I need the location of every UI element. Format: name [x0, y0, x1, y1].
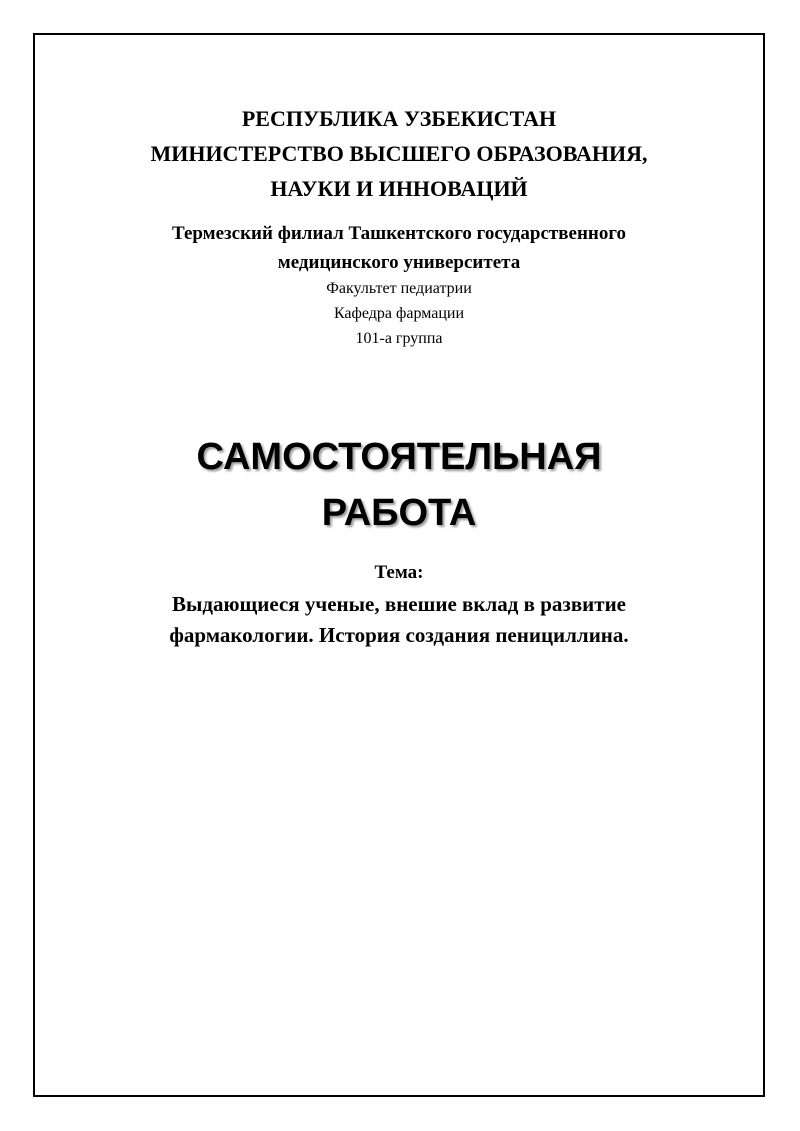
topic-text	[35, 589, 763, 651]
faculty-name: Факультет педиатрии	[326, 280, 472, 297]
institution-line-1: Термезский филиал Ташкентского государственного	[172, 223, 626, 244]
header-line-ministry: МИНИСТЕРСТВО ВЫСШЕГО ОБРАЗОВАНИЯ,	[150, 141, 648, 166]
ministry-header	[35, 101, 763, 206]
page-frame	[33, 33, 765, 1097]
title-line-1: САМОСТОЯТЕЛЬНАЯ	[196, 436, 602, 478]
faculty-info	[35, 276, 763, 351]
topic-line-2: фармакологии. История создания пенициллина.	[169, 623, 629, 647]
topic-line-1: Выдающиеся ученые, внешие вклад в развитие	[171, 592, 627, 616]
topic-label: Тема:	[374, 562, 424, 583]
group-name: 101-а группа	[355, 330, 443, 347]
title-line-2: РАБОТА	[321, 492, 477, 534]
header-line-science: НАУКИ И ИННОВАЦИЙ	[270, 176, 528, 201]
institution-line-2: медицинского университета	[277, 252, 521, 273]
header-line-country: РЕСПУБЛИКА УЗБЕКИСТАН	[241, 106, 557, 131]
department-name: Кафедра фармации	[333, 305, 465, 322]
institution-name	[35, 219, 763, 277]
document-title	[35, 429, 763, 541]
